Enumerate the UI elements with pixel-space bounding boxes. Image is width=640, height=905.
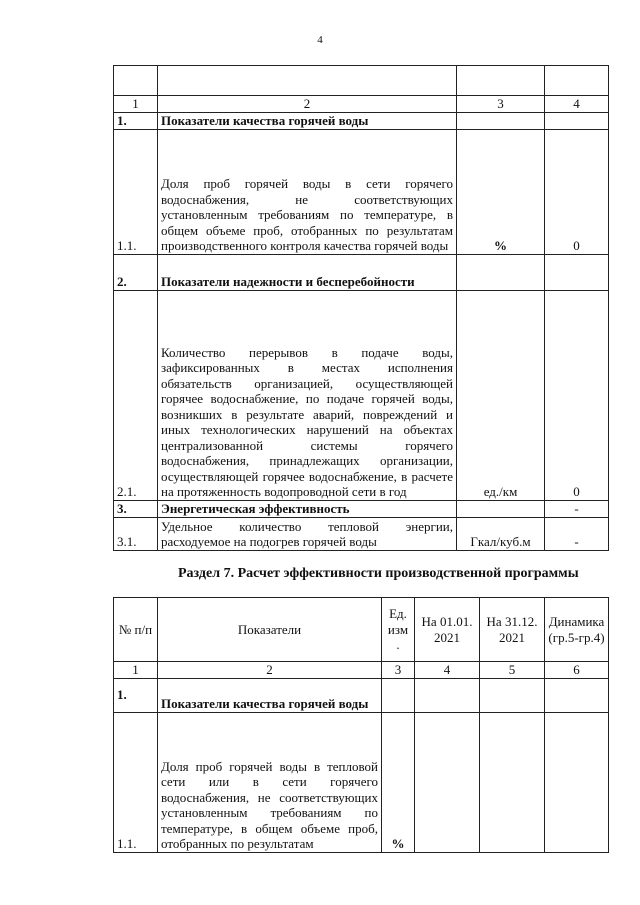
row-value: 0 — [545, 129, 609, 254]
row-number: 2. — [114, 254, 158, 290]
table-cell — [545, 678, 609, 712]
table-empty-header-row — [114, 66, 609, 96]
header-dynamics: Динамика (гр.5-гр.4) — [545, 598, 609, 662]
row-name: Энергетическая эффективность — [158, 500, 457, 517]
row-value: 0 — [545, 290, 609, 500]
header-unit: Ед. изм . — [382, 598, 415, 662]
col-number: 3 — [382, 662, 415, 679]
table-row — [114, 254, 609, 290]
column-number-row — [114, 662, 609, 679]
row-unit — [457, 500, 545, 517]
row-unit — [457, 254, 545, 290]
row-name: Количество перерывов в подаче воды, зафиксированных в местах исполнения обязательств организацией, осуществляющей горячее водоснабжение, по подаче горячей воды, возникших в результате аварий, повреждений и иных технологических нарушений на объектах централизованной системы горячего водоснабжения, принадлежащих организации, осуществляющей горячее водоснабжение, в расчете на протяженность водопроводной сети в год — [158, 290, 457, 500]
header-indicators: Показатели — [158, 598, 382, 662]
row-value — [545, 254, 609, 290]
table-row — [114, 129, 609, 254]
row-name: Показатели надежности и бесперебойности — [158, 254, 457, 290]
row-number: 3. — [114, 500, 158, 517]
table-row — [114, 678, 609, 712]
header-end-date: На 31.12. 2021 — [480, 598, 545, 662]
table-cell — [480, 712, 545, 852]
table-cell — [480, 678, 545, 712]
table-cell — [457, 66, 545, 96]
table-cell — [415, 678, 480, 712]
row-name: Доля проб горячей воды в тепловой сети или в сети горячего водоснабжения, не соответствующих установленным требованиям по температуре, в общем объеме проб, отобранных по результатам — [158, 712, 382, 852]
row-name: Показатели качества горячей воды — [158, 678, 382, 712]
table-row — [114, 712, 609, 852]
col-number: 5 — [480, 662, 545, 679]
row-name: Показатели качества горячей воды — [158, 112, 457, 129]
row-unit: % — [382, 712, 415, 852]
col-number: 1 — [114, 96, 158, 113]
row-unit: Гкал/куб.м — [457, 517, 545, 550]
row-number: 1.1. — [114, 712, 158, 852]
col-number: 2 — [158, 662, 382, 679]
column-number-row — [114, 96, 609, 113]
table-row — [114, 290, 609, 500]
col-number: 3 — [457, 96, 545, 113]
indicators-table — [113, 65, 609, 551]
row-number: 1.1. — [114, 129, 158, 254]
row-unit — [382, 678, 415, 712]
row-name: Удельное количество тепловой энергии, расходуемое на подогрев горячей воды — [158, 517, 457, 550]
table-cell — [545, 712, 609, 852]
col-number: 4 — [415, 662, 480, 679]
table-cell — [114, 66, 158, 96]
row-unit: % — [457, 129, 545, 254]
row-number: 3.1. — [114, 517, 158, 550]
page-number: 4 — [317, 34, 323, 46]
col-number: 2 — [158, 96, 457, 113]
row-number: 1. — [114, 678, 158, 712]
table-cell — [158, 66, 457, 96]
section-title: Раздел 7. Расчет эффективности производственной программы — [178, 566, 579, 581]
row-value — [545, 112, 609, 129]
table-header-row — [114, 598, 609, 662]
col-number: 1 — [114, 662, 158, 679]
table-row — [114, 500, 609, 517]
table-row — [114, 517, 609, 550]
table-row — [114, 112, 609, 129]
header-start-date: На 01.01. 2021 — [415, 598, 480, 662]
row-unit: ед./км — [457, 290, 545, 500]
row-name: Доля проб горячей воды в сети горячего водоснабжения, не соответствующих установленным требованиям по температуре, в общем объеме проб, отобранных по результатам производственного контроля качества горячей воды — [158, 129, 457, 254]
col-number: 6 — [545, 662, 609, 679]
header-number: № п/п — [114, 598, 158, 662]
table-cell — [415, 712, 480, 852]
row-unit — [457, 112, 545, 129]
efficiency-table — [113, 597, 609, 853]
col-number: 4 — [545, 96, 609, 113]
row-number: 1. — [114, 112, 158, 129]
table-cell — [545, 66, 609, 96]
row-value: - — [545, 500, 609, 517]
row-number: 2.1. — [114, 290, 158, 500]
row-value: - — [545, 517, 609, 550]
